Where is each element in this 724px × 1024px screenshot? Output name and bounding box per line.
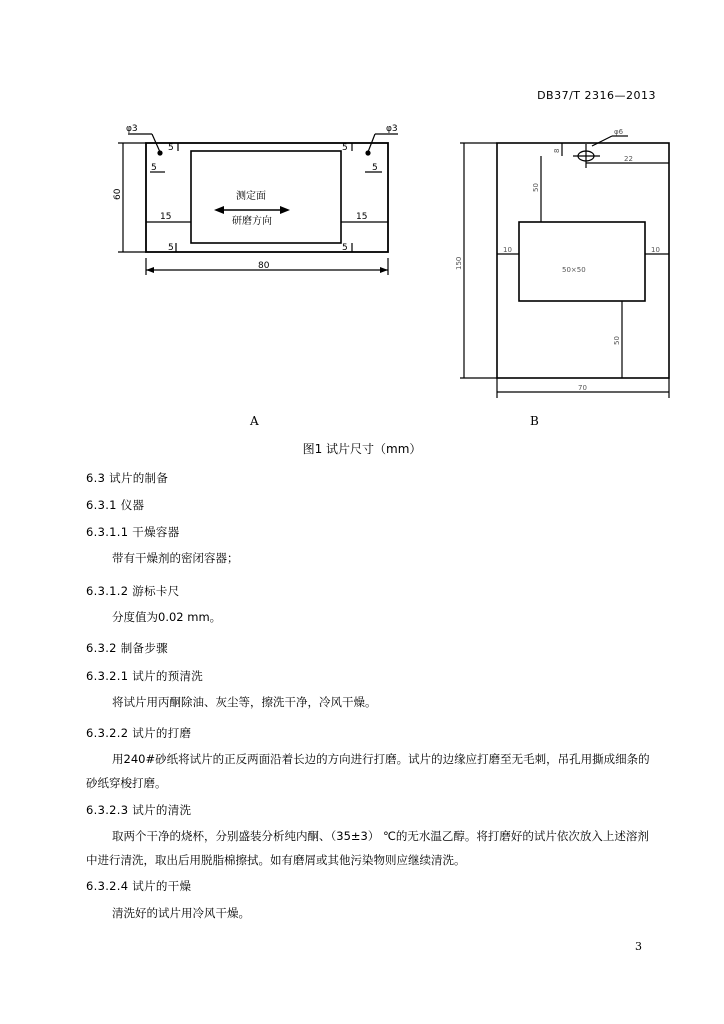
dim-8: 8 <box>553 148 561 153</box>
figure-b-drawing <box>455 115 675 405</box>
dim-5-top-right: 5 <box>342 143 348 153</box>
section-6-3-2-1-heading: 6.3.2.1 试片的预清洗 <box>86 669 204 683</box>
dim-70: 70 <box>578 384 587 392</box>
section-6-3-1-1-text: 带有干燥剂的密闭容器； <box>112 551 239 565</box>
dim-15-right: 15 <box>356 212 368 222</box>
figure-b-label: B <box>530 414 539 428</box>
window-size-label: 50×50 <box>562 266 586 274</box>
dim-80: 80 <box>258 261 270 271</box>
dim-phi3-left: φ3 <box>126 124 138 134</box>
section-6-3-2-4-text: 清洗好的试片用冷风干燥。 <box>112 906 250 920</box>
section-6-3-2-1-text: 将试片用丙酮除油、灰尘等，擦洗干净，冷风干燥。 <box>112 695 377 709</box>
dim-22: 22 <box>624 155 633 163</box>
figure-a-label: A <box>250 414 259 428</box>
dim-10-left: 10 <box>503 246 512 254</box>
section-6-3-1-2-text: 分度值为0.02 mm。 <box>112 610 222 624</box>
grinding-direction-label: 研磨方向 <box>232 216 272 227</box>
dim-50-top: 50 <box>532 183 540 192</box>
dim-10-right: 10 <box>651 246 660 254</box>
dim-60: 60 <box>113 188 123 200</box>
dim-5-side-right: 5 <box>372 163 378 173</box>
section-6-3-2-2-heading: 6.3.2.2 试片的打磨 <box>86 726 192 740</box>
dim-150: 150 <box>455 256 463 270</box>
figure-a-drawing <box>100 115 400 285</box>
dim-5-bottom-right: 5 <box>342 243 348 253</box>
section-6-3-1-1-heading: 6.3.1.1 干燥容器 <box>86 525 180 539</box>
section-6-3-2-2-text: 用240#砂纸将试片的正反两面沿着长边的方向进行打磨。试片的边缘应打磨至无毛刺，吊孔用撕成细条的砂纸穿梭打磨。 <box>86 752 650 790</box>
dim-phi3-right: φ3 <box>386 124 398 134</box>
dim-50-bottom: 50 <box>613 336 621 345</box>
section-6-3-2-heading: 6.3.2 制备步骤 <box>86 641 168 655</box>
section-6-3-1-heading: 6.3.1 仪器 <box>86 498 145 512</box>
figure-caption: 图1 试片尺寸（mm） <box>302 442 422 456</box>
section-6-3-2-3-heading: 6.3.2.3 试片的清洗 <box>86 803 192 817</box>
section-6-3-1-2-heading: 6.3.1.2 游标卡尺 <box>86 584 180 598</box>
dim-5-bottom-left: 5 <box>168 243 174 253</box>
dim-phi6: φ6 <box>614 128 624 136</box>
section-6-3-2-4-heading: 6.3.2.4 试片的干燥 <box>86 879 192 893</box>
dim-5-top-left: 5 <box>168 143 174 153</box>
section-6-3-2-3-text: 取两个干净的烧杯，分别盛装分析纯内酮、（35±3） ℃的无水温乙醇。将打磨好的试片依次放入上述溶剂中进行清洗，取出后用脱脂棉擦拭。如有磨屑或其他污染物则应继续清洗。 <box>86 829 649 867</box>
test-surface-label: 测定面 <box>236 191 266 202</box>
section-6-3-heading: 6.3 试片的制备 <box>86 471 169 485</box>
dim-5-side-left: 5 <box>151 163 157 173</box>
dim-15-left: 15 <box>160 212 172 222</box>
standard-number: DB37/T 2316—2013 <box>537 89 656 102</box>
page-number: 3 <box>635 940 642 953</box>
